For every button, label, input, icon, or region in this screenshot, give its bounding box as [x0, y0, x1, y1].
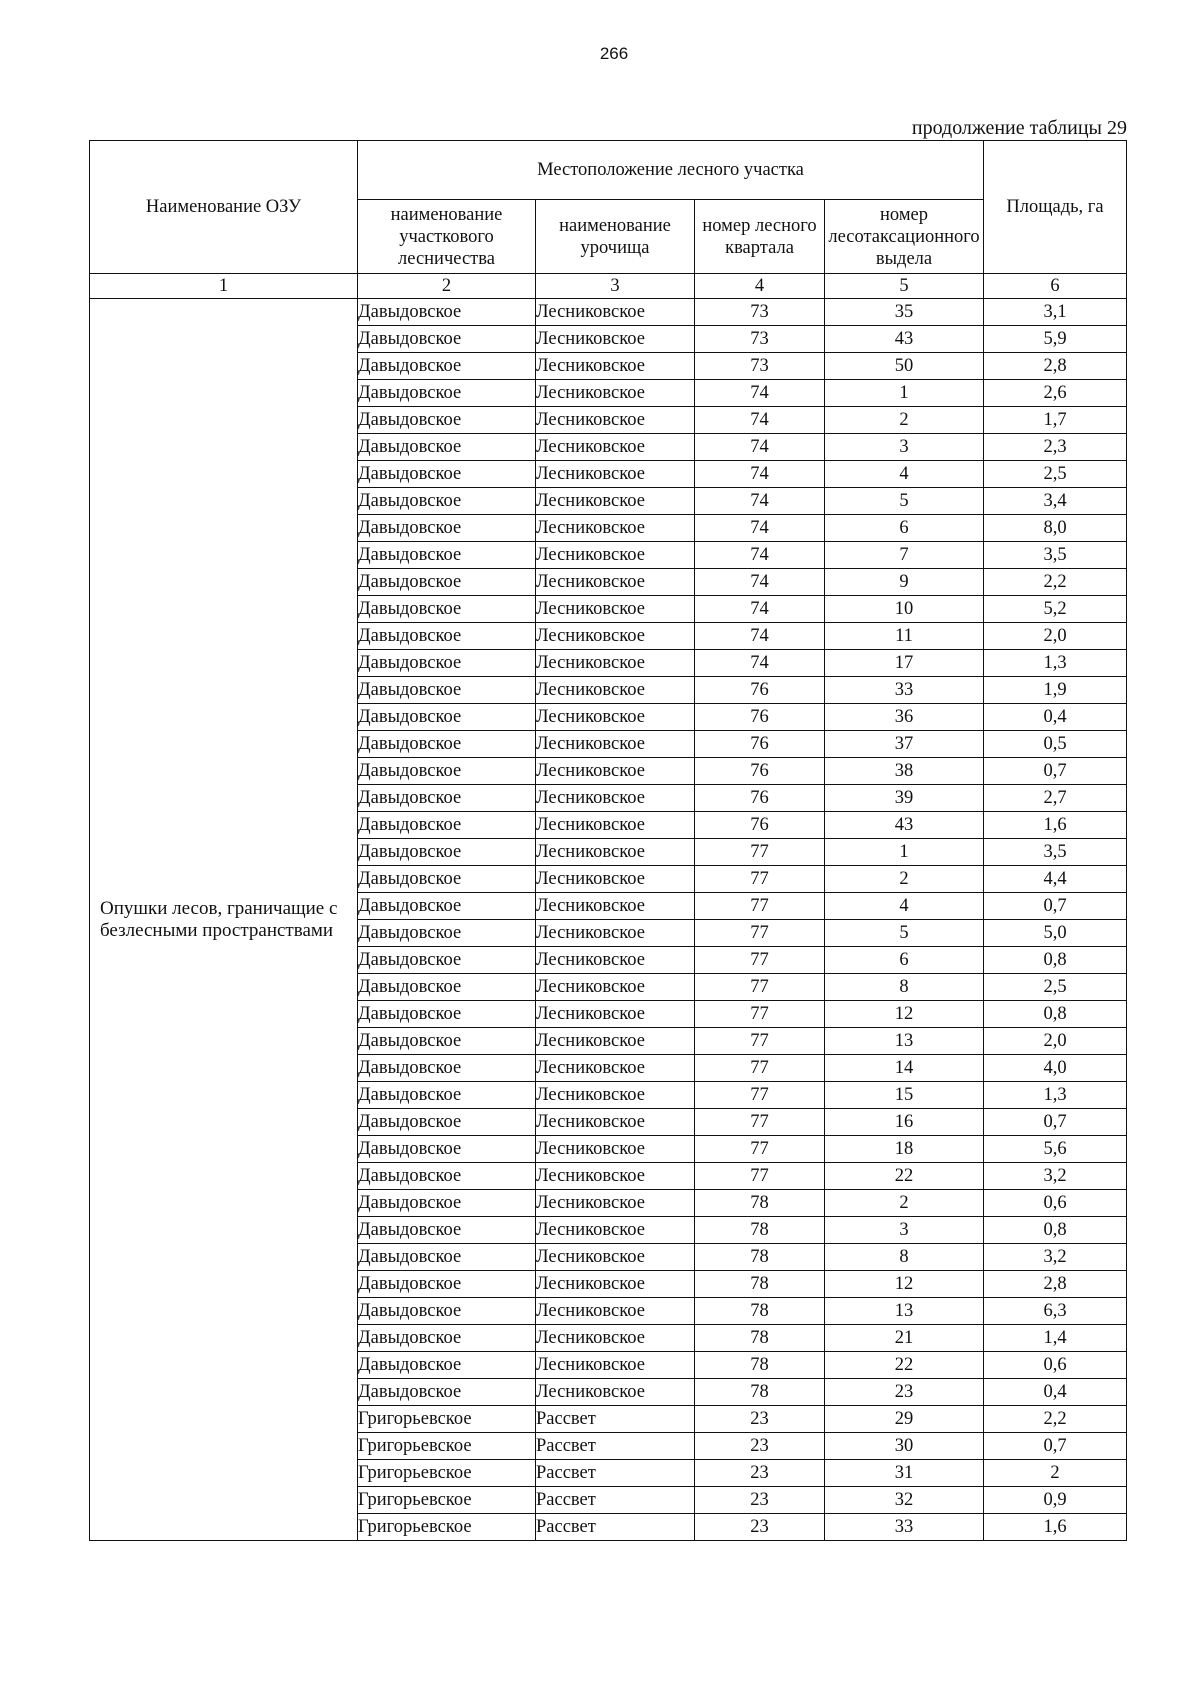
quarter-number-cell: 78 [695, 1379, 825, 1406]
quarter-number-cell: 77 [695, 839, 825, 866]
forestry-district-cell: Давыдовское [358, 1055, 536, 1082]
quarter-number-cell: 77 [695, 947, 825, 974]
area-cell: 1,6 [984, 812, 1127, 839]
forestry-district-cell: Давыдовское [358, 704, 536, 731]
plot-number-cell: 4 [825, 893, 984, 920]
forestry-district-cell: Давыдовское [358, 758, 536, 785]
header-plot-number: номер лесотаксационного выдела [825, 200, 984, 274]
area-cell: 5,2 [984, 596, 1127, 623]
forestry-district-cell: Давыдовское [358, 893, 536, 920]
forestry-district-cell: Давыдовское [358, 623, 536, 650]
tract-name-cell: Лесниковское [536, 407, 695, 434]
quarter-number-cell: 73 [695, 299, 825, 326]
plot-number-cell: 12 [825, 1271, 984, 1298]
area-cell: 2,0 [984, 1028, 1127, 1055]
plot-number-cell: 6 [825, 947, 984, 974]
forestry-district-cell: Давыдовское [358, 785, 536, 812]
plot-number-cell: 35 [825, 299, 984, 326]
forestry-district-cell: Давыдовское [358, 380, 536, 407]
area-cell: 0,7 [984, 1433, 1127, 1460]
area-cell: 3,5 [984, 542, 1127, 569]
tract-name-cell: Лесниковское [536, 1055, 695, 1082]
plot-number-cell: 13 [825, 1028, 984, 1055]
tract-name-cell: Лесниковское [536, 1163, 695, 1190]
page-number: 266 [599, 44, 629, 63]
area-cell: 2,7 [984, 785, 1127, 812]
area-cell: 2,5 [984, 461, 1127, 488]
quarter-number-cell: 76 [695, 704, 825, 731]
header-quarter-number: номер лесного квартала [695, 200, 825, 274]
quarter-number-cell: 74 [695, 488, 825, 515]
area-cell: 0,7 [984, 893, 1127, 920]
quarter-number-cell: 77 [695, 1109, 825, 1136]
area-cell: 0,7 [984, 758, 1127, 785]
plot-number-cell: 36 [825, 704, 984, 731]
quarter-number-cell: 73 [695, 353, 825, 380]
area-cell: 0,4 [984, 1379, 1127, 1406]
forestry-district-cell: Давыдовское [358, 920, 536, 947]
forestry-district-cell: Давыдовское [358, 515, 536, 542]
forestry-district-cell: Давыдовское [358, 461, 536, 488]
tract-name-cell: Лесниковское [536, 1109, 695, 1136]
plot-number-cell: 50 [825, 353, 984, 380]
area-cell: 0,6 [984, 1190, 1127, 1217]
area-cell: 2,2 [984, 569, 1127, 596]
plot-number-cell: 12 [825, 1001, 984, 1028]
plot-number-cell: 39 [825, 785, 984, 812]
plot-number-cell: 37 [825, 731, 984, 758]
plot-number-cell: 23 [825, 1379, 984, 1406]
forestry-district-cell: Давыдовское [358, 839, 536, 866]
tract-name-cell: Лесниковское [536, 839, 695, 866]
quarter-number-cell: 74 [695, 596, 825, 623]
plot-number-cell: 13 [825, 1298, 984, 1325]
area-cell: 3,5 [984, 839, 1127, 866]
tract-name-cell: Лесниковское [536, 461, 695, 488]
plot-number-cell: 22 [825, 1352, 984, 1379]
plot-number-cell: 22 [825, 1163, 984, 1190]
tract-name-cell: Лесниковское [536, 353, 695, 380]
area-cell: 1,3 [984, 650, 1127, 677]
forestry-district-cell: Давыдовское [358, 1298, 536, 1325]
quarter-number-cell: 23 [695, 1460, 825, 1487]
forestry-district-cell: Давыдовское [358, 407, 536, 434]
tract-name-cell: Рассвет [536, 1406, 695, 1433]
forestry-district-cell: Давыдовское [358, 1325, 536, 1352]
tract-name-cell: Лесниковское [536, 650, 695, 677]
tract-name-cell: Лесниковское [536, 299, 695, 326]
forestry-district-cell: Давыдовское [358, 812, 536, 839]
plot-number-cell: 10 [825, 596, 984, 623]
forestry-district-cell: Григорьевское [358, 1487, 536, 1514]
plot-number-cell: 3 [825, 1217, 984, 1244]
header-tract-name: наименование урочища [536, 200, 695, 274]
tract-name-cell: Лесниковское [536, 947, 695, 974]
plot-number-cell: 17 [825, 650, 984, 677]
quarter-number-cell: 76 [695, 785, 825, 812]
tract-name-cell: Лесниковское [536, 1379, 695, 1406]
tract-name-cell: Лесниковское [536, 542, 695, 569]
quarter-number-cell: 78 [695, 1298, 825, 1325]
plot-number-cell: 14 [825, 1055, 984, 1082]
plot-number-cell: 32 [825, 1487, 984, 1514]
ozu-name-cell: Опушки лесов, граничащие с безлесными пространствами [90, 299, 358, 1541]
tract-name-cell: Лесниковское [536, 785, 695, 812]
tract-name-cell: Лесниковское [536, 488, 695, 515]
forestry-district-cell: Давыдовское [358, 1028, 536, 1055]
tract-name-cell: Лесниковское [536, 1325, 695, 1352]
area-cell: 0,4 [984, 704, 1127, 731]
quarter-number-cell: 77 [695, 893, 825, 920]
quarter-number-cell: 23 [695, 1487, 825, 1514]
plot-number-cell: 5 [825, 488, 984, 515]
quarter-number-cell: 78 [695, 1352, 825, 1379]
tract-name-cell: Лесниковское [536, 704, 695, 731]
quarter-number-cell: 73 [695, 326, 825, 353]
quarter-number-cell: 74 [695, 569, 825, 596]
quarter-number-cell: 77 [695, 866, 825, 893]
tract-name-cell: Лесниковское [536, 596, 695, 623]
tract-name-cell: Лесниковское [536, 1298, 695, 1325]
header-area: Площадь, га [984, 141, 1127, 274]
plot-number-cell: 2 [825, 407, 984, 434]
tract-name-cell: Лесниковское [536, 1001, 695, 1028]
forestry-district-cell: Давыдовское [358, 1271, 536, 1298]
plot-number-cell: 6 [825, 515, 984, 542]
plot-number-cell: 15 [825, 1082, 984, 1109]
plot-number-cell: 30 [825, 1433, 984, 1460]
tract-name-cell: Рассвет [536, 1514, 695, 1541]
tract-name-cell: Лесниковское [536, 326, 695, 353]
forestry-district-cell: Давыдовское [358, 974, 536, 1001]
plot-number-cell: 18 [825, 1136, 984, 1163]
tract-name-cell: Лесниковское [536, 623, 695, 650]
plot-number-cell: 7 [825, 542, 984, 569]
area-cell: 2,6 [984, 380, 1127, 407]
col-number: 1 [90, 274, 358, 299]
tract-name-cell: Лесниковское [536, 1271, 695, 1298]
tract-name-cell: Лесниковское [536, 1082, 695, 1109]
forestry-district-cell: Давыдовское [358, 1244, 536, 1271]
area-cell: 5,9 [984, 326, 1127, 353]
plot-number-cell: 4 [825, 461, 984, 488]
table-row [90, 299, 1127, 326]
forestry-district-cell: Давыдовское [358, 434, 536, 461]
forestry-district-cell: Григорьевское [358, 1406, 536, 1433]
quarter-number-cell: 23 [695, 1514, 825, 1541]
table-caption: продолжение таблицы 29 [911, 117, 1127, 139]
header-location-group: Местоположение лесного участка [358, 141, 984, 200]
forestry-district-cell: Давыдовское [358, 947, 536, 974]
quarter-number-cell: 76 [695, 731, 825, 758]
quarter-number-cell: 78 [695, 1271, 825, 1298]
plot-number-cell: 9 [825, 569, 984, 596]
quarter-number-cell: 76 [695, 812, 825, 839]
area-cell: 2,2 [984, 1406, 1127, 1433]
quarter-number-cell: 77 [695, 1163, 825, 1190]
plot-number-cell: 8 [825, 1244, 984, 1271]
area-cell: 8,0 [984, 515, 1127, 542]
col-number: 5 [825, 274, 984, 299]
plot-number-cell: 2 [825, 866, 984, 893]
quarter-number-cell: 74 [695, 380, 825, 407]
area-cell: 3,2 [984, 1163, 1127, 1190]
area-cell: 4,0 [984, 1055, 1127, 1082]
area-cell: 0,8 [984, 1217, 1127, 1244]
forestry-district-cell: Давыдовское [358, 542, 536, 569]
tract-name-cell: Лесниковское [536, 974, 695, 1001]
col-number: 6 [984, 274, 1127, 299]
forestry-district-cell: Давыдовское [358, 569, 536, 596]
plot-number-cell: 31 [825, 1460, 984, 1487]
area-cell: 0,5 [984, 731, 1127, 758]
tract-name-cell: Лесниковское [536, 1244, 695, 1271]
area-cell: 2,0 [984, 623, 1127, 650]
forestry-district-cell: Давыдовское [358, 1082, 536, 1109]
plot-number-cell: 3 [825, 434, 984, 461]
tract-name-cell: Лесниковское [536, 893, 695, 920]
area-cell: 5,0 [984, 920, 1127, 947]
area-cell: 1,3 [984, 1082, 1127, 1109]
quarter-number-cell: 78 [695, 1190, 825, 1217]
area-cell: 0,7 [984, 1109, 1127, 1136]
tract-name-cell: Лесниковское [536, 1136, 695, 1163]
forestry-district-cell: Давыдовское [358, 1379, 536, 1406]
quarter-number-cell: 77 [695, 920, 825, 947]
forestry-district-cell: Давыдовское [358, 677, 536, 704]
area-cell: 3,2 [984, 1244, 1127, 1271]
forestry-district-cell: Давыдовское [358, 1001, 536, 1028]
forestry-district-cell: Давыдовское [358, 866, 536, 893]
tract-name-cell: Рассвет [536, 1487, 695, 1514]
plot-number-cell: 5 [825, 920, 984, 947]
area-cell: 1,9 [984, 677, 1127, 704]
area-cell: 0,6 [984, 1352, 1127, 1379]
quarter-number-cell: 77 [695, 1001, 825, 1028]
forest-plots-table [89, 140, 1127, 1541]
quarter-number-cell: 77 [695, 1055, 825, 1082]
area-cell: 3,4 [984, 488, 1127, 515]
column-numbers-row [90, 274, 1127, 299]
area-cell: 2 [984, 1460, 1127, 1487]
area-cell: 0,8 [984, 1001, 1127, 1028]
header-forestry-district: наименование участкового лесничества [358, 200, 536, 274]
quarter-number-cell: 77 [695, 1082, 825, 1109]
area-cell: 2,3 [984, 434, 1127, 461]
col-number: 2 [358, 274, 536, 299]
quarter-number-cell: 74 [695, 623, 825, 650]
area-cell: 1,6 [984, 1514, 1127, 1541]
quarter-number-cell: 74 [695, 515, 825, 542]
area-cell: 2,5 [984, 974, 1127, 1001]
forestry-district-cell: Давыдовское [358, 1352, 536, 1379]
forestry-district-cell: Давыдовское [358, 299, 536, 326]
quarter-number-cell: 74 [695, 650, 825, 677]
area-cell: 1,7 [984, 407, 1127, 434]
plot-number-cell: 11 [825, 623, 984, 650]
quarter-number-cell: 78 [695, 1325, 825, 1352]
tract-name-cell: Лесниковское [536, 380, 695, 407]
tract-name-cell: Лесниковское [536, 920, 695, 947]
quarter-number-cell: 77 [695, 974, 825, 1001]
area-cell: 2,8 [984, 353, 1127, 380]
quarter-number-cell: 78 [695, 1217, 825, 1244]
plot-number-cell: 1 [825, 839, 984, 866]
area-cell: 4,4 [984, 866, 1127, 893]
forestry-district-cell: Давыдовское [358, 1163, 536, 1190]
plot-number-cell: 1 [825, 380, 984, 407]
col-number: 4 [695, 274, 825, 299]
plot-number-cell: 33 [825, 1514, 984, 1541]
plot-number-cell: 43 [825, 326, 984, 353]
quarter-number-cell: 77 [695, 1136, 825, 1163]
tract-name-cell: Лесниковское [536, 1217, 695, 1244]
forestry-district-cell: Давыдовское [358, 488, 536, 515]
forestry-district-cell: Давыдовское [358, 596, 536, 623]
quarter-number-cell: 76 [695, 677, 825, 704]
area-cell: 0,9 [984, 1487, 1127, 1514]
tract-name-cell: Лесниковское [536, 515, 695, 542]
tract-name-cell: Рассвет [536, 1460, 695, 1487]
area-cell: 2,8 [984, 1271, 1127, 1298]
quarter-number-cell: 23 [695, 1406, 825, 1433]
quarter-number-cell: 78 [695, 1244, 825, 1271]
forestry-district-cell: Григорьевское [358, 1514, 536, 1541]
forestry-district-cell: Григорьевское [358, 1433, 536, 1460]
plot-number-cell: 8 [825, 974, 984, 1001]
forestry-district-cell: Давыдовское [358, 353, 536, 380]
plot-number-cell: 16 [825, 1109, 984, 1136]
tract-name-cell: Лесниковское [536, 731, 695, 758]
table-body [90, 299, 1127, 1541]
area-cell: 3,1 [984, 299, 1127, 326]
tract-name-cell: Рассвет [536, 1433, 695, 1460]
forestry-district-cell: Давыдовское [358, 1190, 536, 1217]
plot-number-cell: 38 [825, 758, 984, 785]
tract-name-cell: Лесниковское [536, 434, 695, 461]
tract-name-cell: Лесниковское [536, 569, 695, 596]
tract-name-cell: Лесниковское [536, 812, 695, 839]
quarter-number-cell: 74 [695, 461, 825, 488]
quarter-number-cell: 74 [695, 407, 825, 434]
plot-number-cell: 33 [825, 677, 984, 704]
forestry-district-cell: Давыдовское [358, 731, 536, 758]
plot-number-cell: 21 [825, 1325, 984, 1352]
tract-name-cell: Лесниковское [536, 758, 695, 785]
tract-name-cell: Лесниковское [536, 866, 695, 893]
quarter-number-cell: 74 [695, 542, 825, 569]
forestry-district-cell: Давыдовское [358, 650, 536, 677]
quarter-number-cell: 77 [695, 1028, 825, 1055]
area-cell: 0,8 [984, 947, 1127, 974]
tract-name-cell: Лесниковское [536, 1028, 695, 1055]
quarter-number-cell: 76 [695, 758, 825, 785]
header-ozu-name: Наименование ОЗУ [90, 141, 358, 274]
forestry-district-cell: Давыдовское [358, 326, 536, 353]
forestry-district-cell: Григорьевское [358, 1460, 536, 1487]
plot-number-cell: 2 [825, 1190, 984, 1217]
col-number: 3 [536, 274, 695, 299]
quarter-number-cell: 23 [695, 1433, 825, 1460]
area-cell: 5,6 [984, 1136, 1127, 1163]
forestry-district-cell: Давыдовское [358, 1109, 536, 1136]
area-cell: 6,3 [984, 1298, 1127, 1325]
plot-number-cell: 29 [825, 1406, 984, 1433]
forestry-district-cell: Давыдовское [358, 1136, 536, 1163]
area-cell: 1,4 [984, 1325, 1127, 1352]
tract-name-cell: Лесниковское [536, 1352, 695, 1379]
forestry-district-cell: Давыдовское [358, 1217, 536, 1244]
quarter-number-cell: 74 [695, 434, 825, 461]
tract-name-cell: Лесниковское [536, 677, 695, 704]
plot-number-cell: 43 [825, 812, 984, 839]
tract-name-cell: Лесниковское [536, 1190, 695, 1217]
